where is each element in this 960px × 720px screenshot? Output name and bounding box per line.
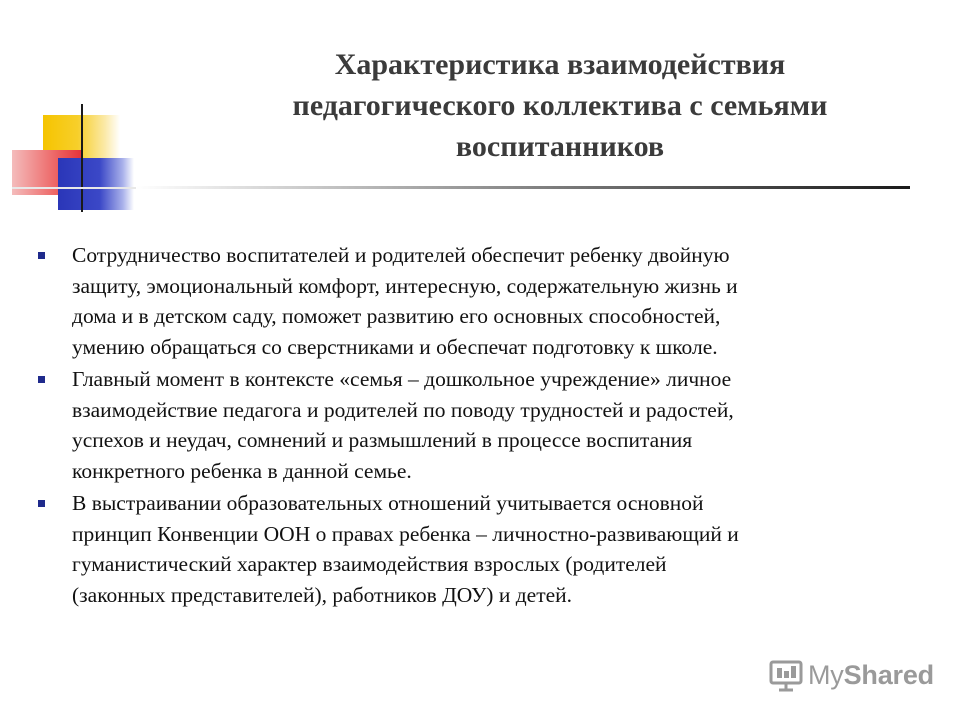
watermark-text bbox=[808, 660, 934, 691]
decorative-horizontal-line bbox=[12, 187, 136, 189]
bullet-text-line: защиту, эмоциональный комфорт, интересную, содержательную жизнь и bbox=[72, 273, 738, 298]
bullet-text-line: Сотрудничество воспитателей и родителей обеспечит ребенку двойную bbox=[72, 243, 730, 267]
bullet-text-line: гуманистический характер взаимодействия взрослых (родителей bbox=[72, 552, 667, 576]
bullet-text-line: успехов и неудач, сомнений и размышлений в процессе воспитания bbox=[72, 428, 693, 452]
title-line: воспитанников bbox=[455, 130, 665, 163]
bullet-text-line: взаимодействие педагога и родителей по поводу трудностей и радостей, bbox=[72, 397, 734, 422]
bullet-text-line: дома и в детском саду, поможет развитию его основных способностей, bbox=[72, 304, 721, 328]
bullet-square-icon bbox=[38, 252, 45, 259]
bullet-square-icon bbox=[38, 376, 45, 383]
presentation-board-icon bbox=[768, 657, 804, 693]
bullet-text-line: (законных представителей), работников ДОУ) и детей. bbox=[72, 582, 573, 607]
decorative-blue-square bbox=[58, 158, 134, 210]
bullet-list bbox=[36, 240, 916, 612]
title-line: Характеристика взаимодействия bbox=[334, 48, 786, 81]
bullet-text-line: конкретного ребенка в данной семье. bbox=[72, 458, 412, 483]
bullet-item bbox=[36, 364, 916, 486]
watermark-text-light: My bbox=[808, 659, 844, 690]
bullet-text-line: умению обращаться со сверстниками и обеспечат подготовку к школе. bbox=[72, 334, 718, 359]
bullet-item bbox=[36, 240, 916, 362]
mysharedlogo-watermark bbox=[768, 655, 934, 695]
slide-title bbox=[180, 44, 940, 167]
title-line: педагогического коллектива с семьями bbox=[292, 89, 828, 122]
bullet-item bbox=[36, 488, 916, 610]
bullet-text-line: Главный момент в контексте «семья – дошкольное учреждение» личное bbox=[72, 367, 732, 391]
bullet-text-line: принцип Конвенции ООН о правах ребенка – личностно-развивающий и bbox=[72, 521, 739, 546]
watermark-text-bold: Shared bbox=[843, 659, 934, 690]
bullet-text-line: В выстраивании образовательных отношений учитывается основной bbox=[72, 491, 704, 515]
title-underline bbox=[136, 186, 910, 189]
decorative-vertical-line bbox=[81, 104, 83, 212]
bullet-square-icon bbox=[38, 500, 45, 507]
